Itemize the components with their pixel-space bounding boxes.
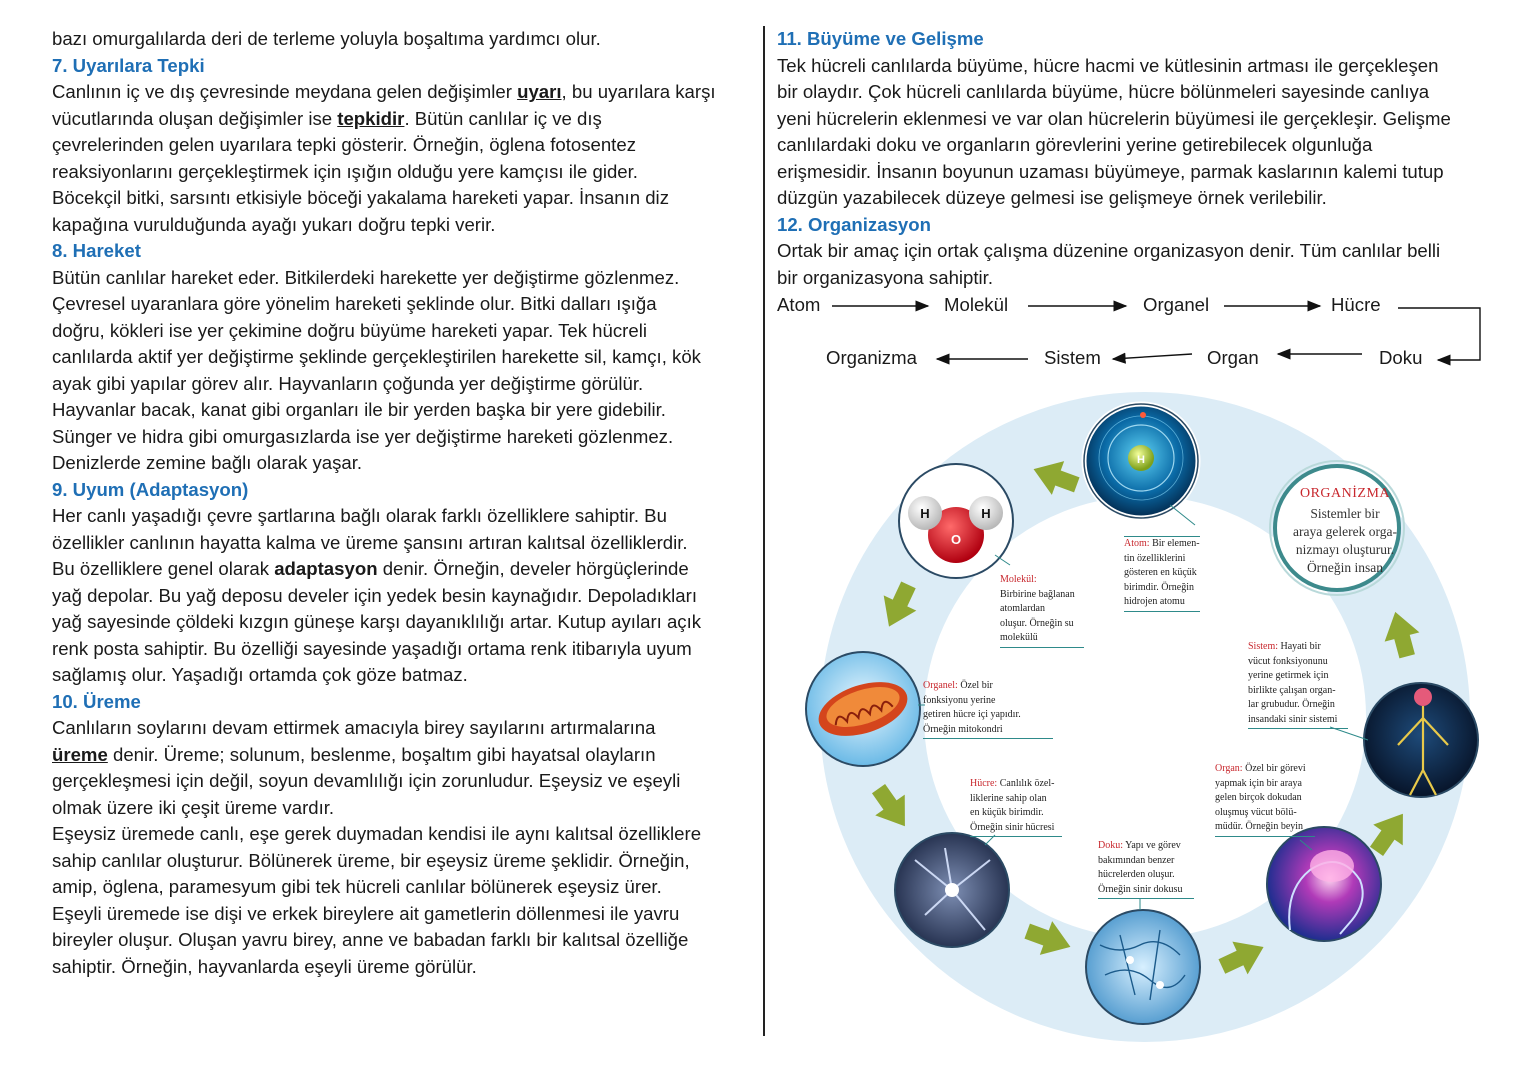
text-line: Çevresel uyaranlara göre yönelim hareketi şeklinde olur. Bitki dalları ışığa xyxy=(52,293,657,314)
paragraph-intro: bazı omurgalılarda deri de terleme yoluyla boşaltıma yardımcı olur. xyxy=(52,28,601,49)
svg-text:O: O xyxy=(950,532,962,547)
svg-text:H: H xyxy=(1137,454,1145,466)
text-line: çevrelerinden gelen uyarılara tepki gösterir. Örneğin, öglena fotosentez xyxy=(52,134,636,155)
flow-label-sistem: Sistem xyxy=(1044,347,1101,368)
text-line: renk posta sahiptir. Bu özelliği sayesinde yaşadığı ortama renk itibarıyla uyum xyxy=(52,637,692,659)
text-line: üreme denir. Üreme; solunum, beslenme, boşaltım gibi hayatsal olayların xyxy=(52,743,656,765)
caption-atom: Atom: Bir elemen- tin özelliklerini gösteren en küçük birimdir. Örneğin hidrojen atomu xyxy=(1124,535,1200,612)
heading-organizasyon: 12. Organizasyon xyxy=(777,213,931,235)
flow-label-doku: Doku xyxy=(1379,347,1423,368)
text-line: yeni hücrelerin eklenmesi ve var olan hücrelerin büyümesi ile gerçekleşir. Gelişme xyxy=(777,107,1451,129)
heading-uyarilara-tepki: 7. Uyarılara Tepki xyxy=(52,54,205,76)
caption-organizma-title: ORGANİZMA xyxy=(1299,486,1391,501)
text-line: Ortak bir amaç için ortak çalışma düzenine organizasyon denir. Tüm canlılar belli xyxy=(777,240,1441,261)
nervous-system-image xyxy=(1364,683,1478,797)
tissue-image xyxy=(1086,910,1200,1024)
text-line: amip, öglena, paramesyum gibi tek hücreli canlılar bölünerek eşeysiz ürer. xyxy=(52,876,662,897)
text-line: vücutlarında oluşan değişimler ise tepkidir. Bütün canlılar iç ve dış xyxy=(52,107,602,129)
svg-text:H: H xyxy=(981,506,991,521)
heading-hareket: 8. Hareket xyxy=(52,240,141,261)
molecule-image xyxy=(899,464,1013,578)
caption-hucre: Hücre: Canlılık özel- liklerine sahip olan en küçük birimdir. Örneğin sinir hücresi xyxy=(970,777,1062,837)
text-line: reaksiyonlarını gerçekleştirmek için ışığın olduğu yere kamçısı ile gider. xyxy=(52,160,638,182)
text-line: Bütün canlılar hareket eder. Bitkilerdeki harekette yer değiştirme gözlenmez. xyxy=(52,266,680,288)
text-line: sahiptir. Örneğin, hayvanlarda eşeyli üreme görülür. xyxy=(52,955,477,977)
text-line: Tek hücreli canlılarda büyüme, hücre hacmi ve kütlesinin artması ile gerçekleşen xyxy=(777,54,1439,76)
text-line: özellikler canlının hayatta kalma ve üreme şansını artıran kalıtsal özelliklerdir. xyxy=(52,531,688,553)
text-line: Böcekçil bitki, sarsıntı etkisiyle böceği yakalama hareketi yapar. İnsanın diz xyxy=(52,187,669,208)
caption-organizma: Sistemler bir araya gelerek orga- nizmayı oluşturur. Örneğin insan xyxy=(1293,506,1397,575)
flow-label-organizma: Organizma xyxy=(826,347,917,368)
term-uyari: uyarı xyxy=(517,81,562,102)
text-line: sağlamış olur. Yaşadığı ortamda çok göze batmaz. xyxy=(52,664,468,685)
text-line: yağ depolar. Bu yağ deposu develer için yedek besin kaynağıdır. Depoladıkları xyxy=(52,584,697,606)
atom-image xyxy=(1084,404,1198,518)
flow-label-organ: Organ xyxy=(1207,347,1259,368)
text-line: Canlının iç ve dış çevresinde meydana gelen değişimler uyarı, bu uyarılara karşı xyxy=(52,81,716,102)
text-line: Her canlı yaşadığı çevre şartlarına bağlı olarak farklı özelliklere sahiptir. Bu xyxy=(52,505,667,526)
leader-line xyxy=(1170,505,1195,525)
flow-arrow xyxy=(1113,354,1192,359)
text-line: yağ sayesinde çöldeki kızgın güneşe karşı dayanıklılığı artar. Kutup ayıları açık xyxy=(52,611,702,632)
text-line: kapağına vurulduğunda ayağı yukarı doğru tepki verir. xyxy=(52,213,496,235)
caption-sistem: Sistem: Hayati bir vücut fonksiyonunu yerine getirmek için birlikte çalışan organ- lar grubudur. Örneğin insandaki sinir sistemi xyxy=(1248,640,1348,729)
heading-ureme: 10. Üreme xyxy=(52,690,141,712)
text-line: Canlıların soylarını devam ettirmek amacıyla birey sayılarını artırmalarına xyxy=(52,717,656,738)
text-line: bireyler oluşur. Oluşan yavru birey, anne ve babadan farklı bir kalıtsal özelliğe xyxy=(52,929,689,950)
text-line: Hayvanlar bacak, kanat gibi organları ile bir yerden başka bir yere gidebilir. xyxy=(52,399,666,420)
mitochondrion-image xyxy=(806,652,920,766)
caption-molekul: Molekül: Birbirine bağlanan atomlardan oluşur. Örneğin su molekülü xyxy=(1000,573,1084,648)
text-line: bir olaydır. Çok hücreli canlılarda büyüme, hücre bölünmeleri sayesinde canlıya xyxy=(777,81,1430,102)
text-line: ayak gibi yapılar görev alır. Hayvanların çoğunda yer değiştirme görülür. xyxy=(52,372,644,394)
caption-organel: Organel: Özel bir fonksiyonu yerine getiren hücre içi yapıdır. Örneğin mitokondri xyxy=(923,679,1053,739)
heading-uyum: 9. Uyum (Adaptasyon) xyxy=(52,478,249,500)
term-tepkidir: tepkidir xyxy=(337,107,405,129)
text-line: sahip canlılar oluşturur. Bölünerek üreme, bir eşeysiz üreme şeklidir. Örneğin, xyxy=(52,849,690,871)
text-line: canlılarda aktif yer değiştirme şeklinde gerçekleştirilen harekette sil, kamçı, kök xyxy=(52,346,701,367)
term-adaptasyon: adaptasyon xyxy=(274,558,378,579)
flow-label-hucre: Hücre xyxy=(1331,294,1381,315)
text-line: Sünger ve hidra gibi omurgasızlarda ise yer değiştirme hareketi gözlenmez. xyxy=(52,425,674,447)
term-ureme: üreme xyxy=(52,743,108,765)
heading-buyume-gelisme: 11. Büyüme ve Gelişme xyxy=(777,28,984,49)
text-line: Bu özelliklere genel olarak adaptasyon denir. Örneğin, develer hörgüçlerinde xyxy=(52,558,689,579)
flow-label-organel: Organel xyxy=(1143,294,1210,315)
text-line: olmak üzere iki çeşit üreme vardır. xyxy=(52,796,335,818)
brain-image xyxy=(1267,827,1381,941)
svg-text:H: H xyxy=(920,506,930,521)
text-line: Denizlerde zemine bağlı olarak yaşar. xyxy=(52,452,363,473)
text-line: canlılardaki doku ve organların görevlerini yerine getirebilecek olgunluğa xyxy=(777,134,1373,155)
flow-label-atom: Atom xyxy=(777,294,821,315)
caption-doku: Doku: Yapı ve görev bakımından benzer hücrelerden oluşur. Örneğin sinir dokusu xyxy=(1098,839,1194,899)
text-line: erişmesidir. İnsanın boyunun uzaması büyümeye, parmak kaslarının kalemi tutup xyxy=(777,160,1444,182)
flow-label-molekul: Molekül xyxy=(944,294,1009,315)
text-line: Eşeysiz üremede canlı, eşe gerek duymadan kendisi ile aynı kalıtsal özelliklere xyxy=(52,823,702,844)
text-line: gerçekleşmesi için değil, soyun devamlılığı için zorunludur. Eşeysiz ve eşeyli xyxy=(52,770,681,791)
text-line: doğru, kökleri ise yer çekimine doğru büyüme hareketi yapar. Tek hücreli xyxy=(52,319,647,341)
neuron-image xyxy=(895,833,1009,947)
text-line: Eşeyli üremede ise dişi ve erkek bireylere ait gametlerin döllenmesi ile yavru xyxy=(52,902,680,924)
caption-organ: Organ: Özel bir görevi yapmak için bir araya gelen birçok dokudan oluşmuş vücut bölü- müdür. Örneğin beyin xyxy=(1215,762,1315,837)
text-line: düzgün yazabilecek düzeye gelmesi ise gelişmeye örnek verilebilir. xyxy=(777,187,1327,208)
text-line: bir organizasyona sahiptir. xyxy=(777,266,994,288)
